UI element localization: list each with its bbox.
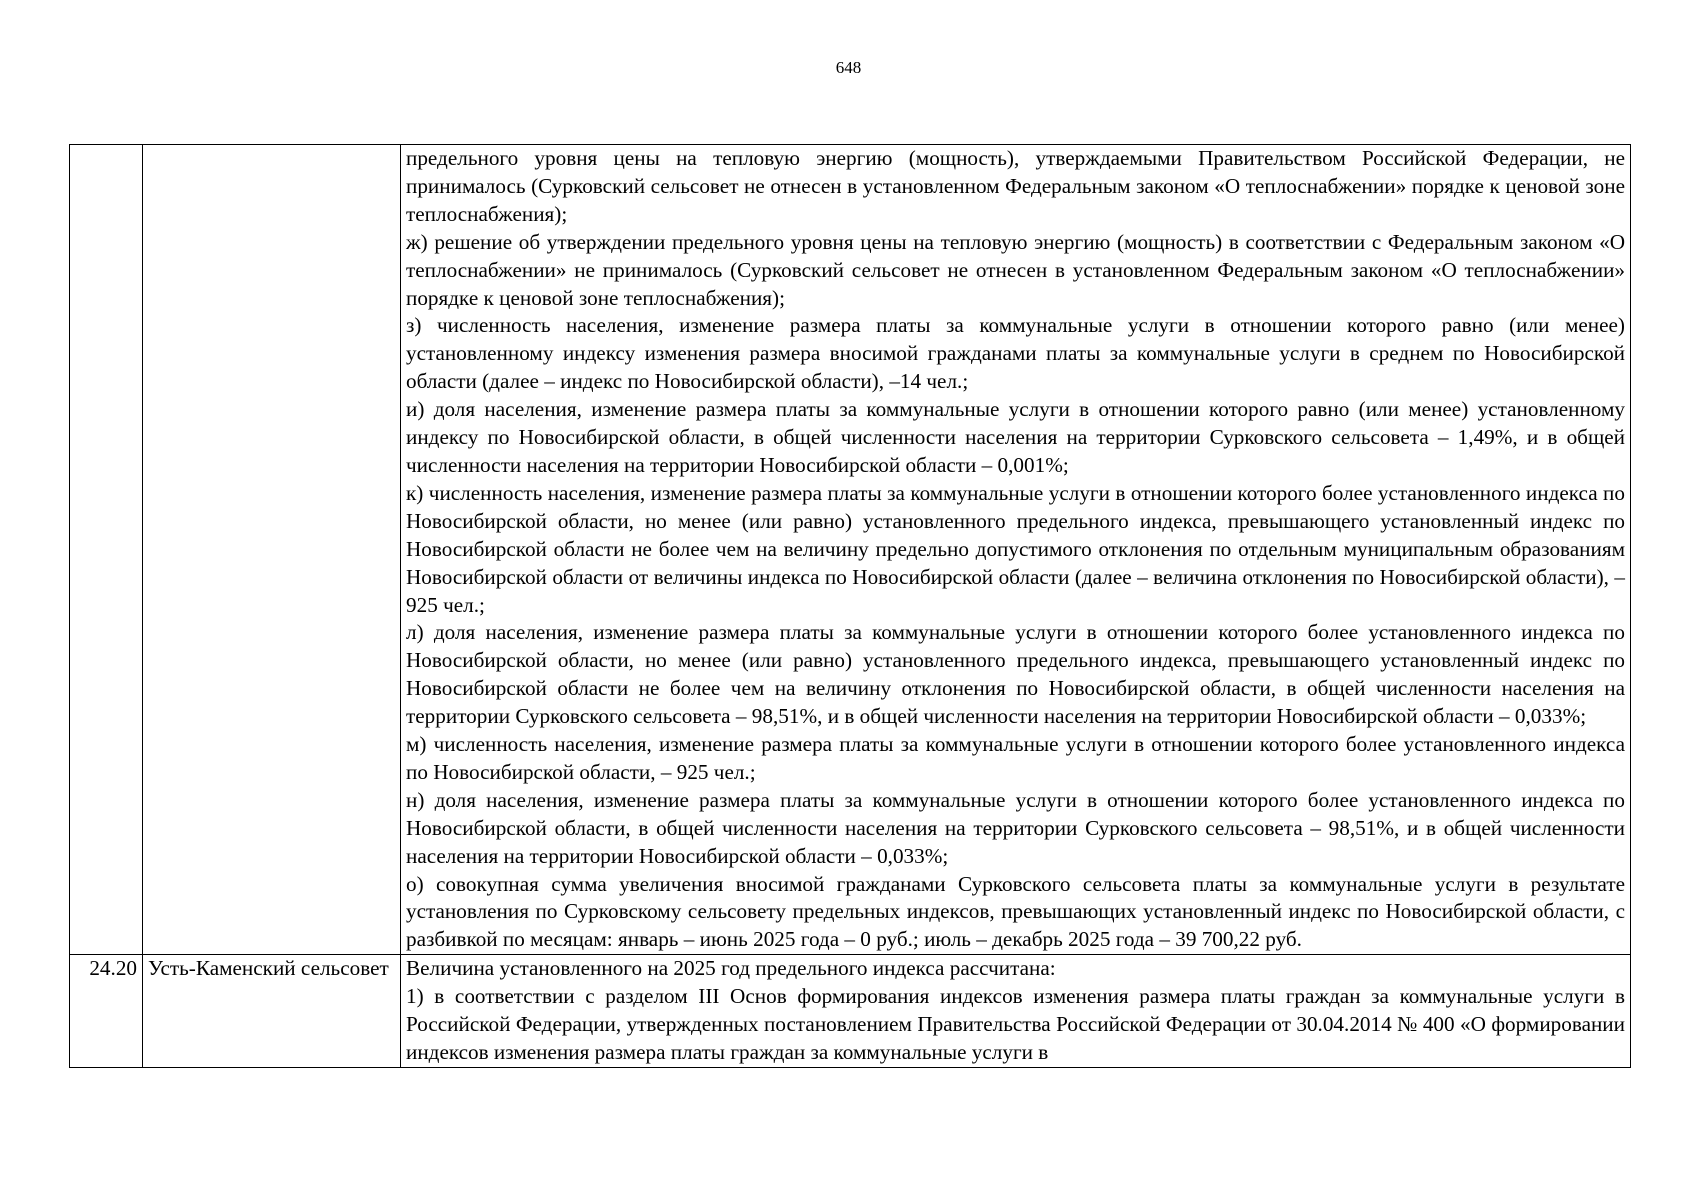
paragraph: м) численность населения, изменение размера платы за коммунальные услуги в отношении которого более установленного индекса по Новосибирской области, – 925 чел.;: [406, 732, 1625, 784]
data-table: [69, 144, 1631, 1068]
paragraph: 1) в соответствии с разделом III Основ формирования индексов изменения размера платы граждан за коммунальные услуги в Российской Федерации, утвержденных постановлением Правительства Российской Федерации от 30.04.2014 № 400 «О формировании индексов изменения размера платы граждан за коммунальные услуги в: [406, 984, 1625, 1064]
description-cell: [401, 145, 1631, 955]
description-cell: [401, 955, 1631, 1068]
row-number-cell: 24.20: [70, 955, 143, 1068]
paragraph: ж) решение об утверждении предельного уровня цены на тепловую энергию (мощность) в соответствии с Федеральным законом «О теплоснабжении» не принималось (Сурковский сельсовет не отнесен в установленном Федеральным законом «О теплоснабжении» порядке к ценовой зоне теплоснабжения);: [406, 229, 1625, 310]
page-number: 648: [835, 58, 862, 77]
paragraph: з) численность населения, изменение размера платы за коммунальные услуги в отношении которого равно (или менее) установленному индексу изменения размера вносимой гражданами платы за коммунальные услуги в среднем по Новосибирской области (далее – индекс по Новосибирской области), –14 чел.;: [406, 313, 1625, 394]
row-number-cell: [70, 145, 143, 955]
paragraph: к) численность населения, изменение размера платы за коммунальные услуги в отношении которого более установленного индекса по Новосибирской области, но менее (или равно) установленного предельного индекса, превышающего установленный индекс по Новосибирской области не более чем на величину предельно допустимого отклонения по отдельным муниципальным образованиям Новосибирской области от величины индекса по Новосибирской области (далее – величина отклонения по Новосибирской области), – 925 чел.;: [406, 480, 1625, 617]
paragraph: предельного уровня цены на тепловую энергию (мощность), утверждаемыми Правительством Российской Федерации, не принималось (Сурковский сельсовет не отнесен в установленном Федеральным законом «О теплоснабжении» порядке к ценовой зоне теплоснабжения);: [406, 146, 1625, 226]
paragraph: и) доля населения, изменение размера платы за коммунальные услуги в отношении которого равно (или менее) установленному индексу по Новосибирской области, в общей численности населения на территории Сурковского сельсовета – 1,49%, и в общей численности населения на территории Новосибирской области – 0,001%;: [406, 397, 1625, 477]
table-row: [70, 955, 1631, 1068]
paragraph: о) совокупная сумма увеличения вносимой гражданами Сурковского сельсовета платы за коммунальные услуги в результате установления по Сурковскому сельсовету предельных индексов, превышающих установленный индекс по Новосибирской области, с разбивкой по месяцам: январь – июнь 2025 года – 0 руб.; июль – декабрь 2025 года – 39 700,22 руб.: [406, 871, 1625, 952]
table-row: [70, 145, 1631, 955]
paragraph: л) доля населения, изменение размера платы за коммунальные услуги в отношении которого более установленного индекса по Новосибирской области, но менее (или равно) установленного предельного индекса, превышающего установленный индекс по Новосибирской области не более чем на величину отклонения по Новосибирской области, в общей численности населения на территории Сурковского сельсовета – 98,51%, и в общей численности населения на территории Новосибирской области – 0,033%;: [406, 620, 1625, 729]
paragraph: Величина установленного на 2025 год предельного индекса рассчитана:: [406, 956, 1056, 981]
paragraph: н) доля населения, изменение размера платы за коммунальные услуги в отношении которого более установленного индекса по Новосибирской области, в общей численности населения на территории Сурковского сельсовета – 98,51%, и в общей численности населения на территории Новосибирской области – 0,033%;: [406, 787, 1625, 868]
municipality-name-cell: Усть-Каменский сельсовет: [143, 955, 401, 1068]
municipality-name-cell: [143, 145, 401, 955]
